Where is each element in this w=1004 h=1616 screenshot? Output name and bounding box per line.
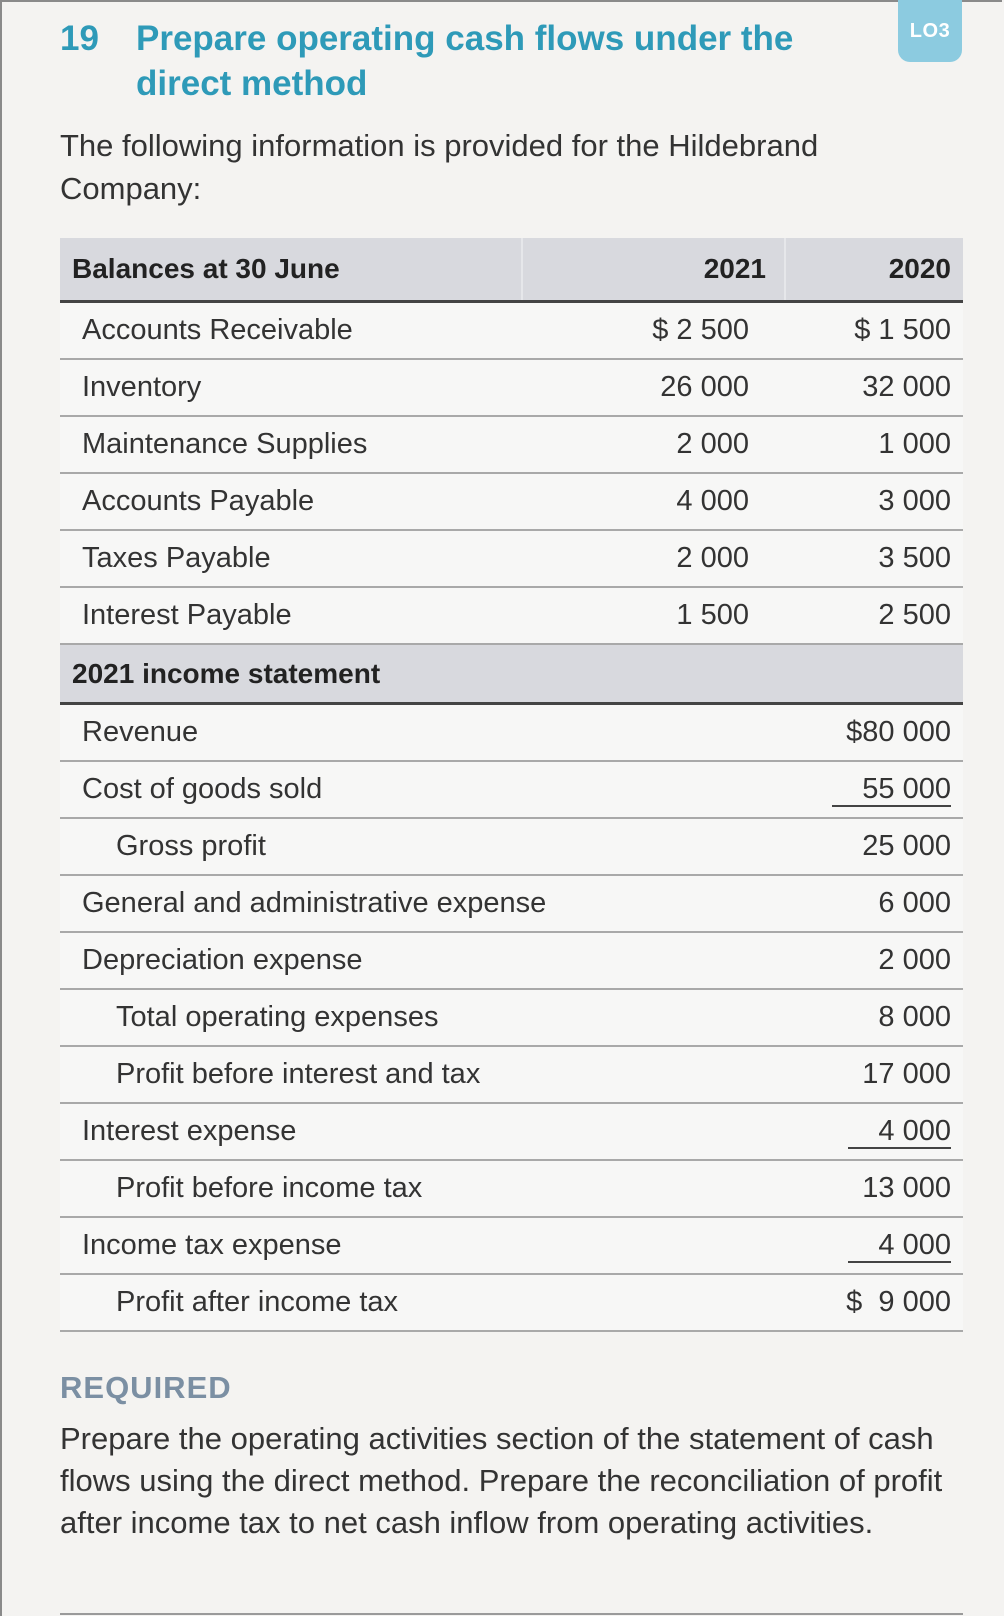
value-2020: 3 500 [785,530,963,587]
row-label: Profit before interest and tax [60,1046,785,1103]
row-label: Accounts Receivable [60,302,522,360]
value-2020: 2 500 [785,587,963,644]
table-row [60,932,963,989]
row-value: $80 000 [785,704,963,762]
financial-data-table [60,238,963,1332]
row-value: 6 000 [785,875,963,932]
table-row [60,359,963,416]
table-row [60,416,963,473]
value-2020: 1 000 [785,416,963,473]
value-2021: 4 000 [522,473,785,530]
row-label: Revenue [60,704,785,762]
row-value: 17 000 [785,1046,963,1103]
required-text: Prepare the operating activities section of the statement of cash flows using the direct method. Prepare the reconciliation of profit after income tax to net cash inflow from operating activities. [60,1421,943,1540]
row-value: 25 000 [785,818,963,875]
question-number: 19 [60,19,99,58]
row-label: Gross profit [60,818,785,875]
table-row [60,530,963,587]
value-2020: 3 000 [785,473,963,530]
row-label: Cost of goods sold [60,761,785,818]
year-2020-header: 2020 [785,238,963,302]
row-label: Maintenance Supplies [60,416,522,473]
row-value: 4 000 [848,1229,951,1263]
intro-text: The following information is provided for the Hildebrand Company: [60,128,819,206]
value-2021: $ 2 500 [522,302,785,360]
balances-header-row [60,238,963,302]
row-label: Total operating expenses [60,989,785,1046]
value-2021: 2 000 [522,530,785,587]
value-2021: 1 500 [522,587,785,644]
table-row [60,761,963,818]
row-label: Accounts Payable [60,473,522,530]
row-label: Inventory [60,359,522,416]
value-2021: 26 000 [522,359,785,416]
row-label: Depreciation expense [60,932,785,989]
table-row [60,302,963,360]
row-label: Profit after income tax [60,1274,785,1331]
table-row [60,1274,963,1331]
row-value: 2 000 [785,932,963,989]
table-row [60,704,963,762]
table-row [60,1160,963,1217]
balances-header: Balances at 30 June [60,238,522,302]
row-label: Taxes Payable [60,530,522,587]
value-2021: 2 000 [522,416,785,473]
row-label: Interest expense [60,1103,785,1160]
row-label: Income tax expense [60,1217,785,1274]
row-value: 13 000 [785,1160,963,1217]
value-2020: 32 000 [785,359,963,416]
row-label: Profit before income tax [60,1160,785,1217]
table-row [60,473,963,530]
row-value: $ 9 000 [785,1274,963,1331]
row-label: General and administrative expense [60,875,785,932]
row-value: 4 000 [848,1115,951,1149]
table-row [60,1217,963,1274]
required-heading: REQUIRED [60,1370,232,1405]
income-statement-header-row [60,644,963,704]
table-row [60,587,963,644]
table-row [60,989,963,1046]
table-row [60,1046,963,1103]
table-row [60,875,963,932]
question-title: Prepare operating cash flows under the direct method [136,19,794,103]
row-label: Interest Payable [60,587,522,644]
value-2020: $ 1 500 [785,302,963,360]
divider [60,1613,963,1615]
table-row [60,1103,963,1160]
year-2021-header: 2021 [522,238,785,302]
row-value: 55 000 [832,773,951,807]
row-value: 8 000 [785,989,963,1046]
income-statement-header: 2021 income statement [60,644,963,704]
learning-objective-badge: LO3 [898,0,962,62]
table-row [60,818,963,875]
